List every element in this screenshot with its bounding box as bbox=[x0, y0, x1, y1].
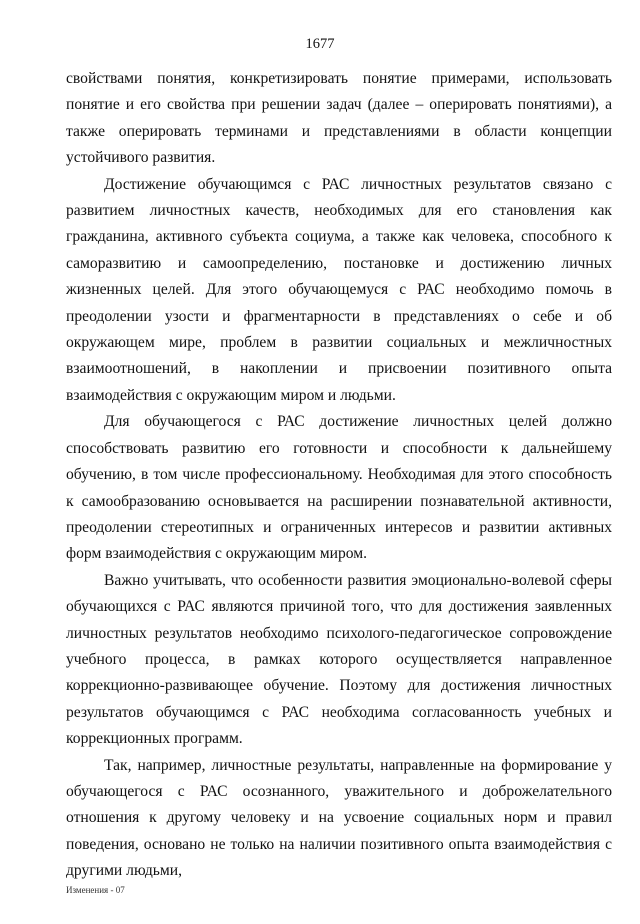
paragraph: Достижение обучающимся с РАС личностных результатов связано с развитием личностных качеств, необходимых для его становления как гражданина, активного субъекта социума, а также как человека, способного к саморазвитию и самоопределению, постановке и достижению личных жизненных целей. Для этого обучающемуся с РАС необходимо помочь в преодолении узости и фрагментарности в представлениях о себе и об окружающем мире, проблем в развитии социальных и межличностных взаимоотношений, в накоплении и присвоении позитивного опыта взаимодействия с окружающим миром и людьми. bbox=[66, 175, 612, 404]
paragraph: Для обучающегося с РАС достижение личностных целей должно способствовать развитию его готовности и способности к дальнейшему обучению, в том числе профессиональному. Необходимая для этого способность к самообразованию основывается на расширении познавательной активности, преодолении стереотипных и ограниченных интересов и развитии активных форм взаимодействия с окружающим миром. bbox=[66, 413, 612, 563]
paragraph: Так, например, личностные результаты, направленные на формирование у обучающегося с РАС осознанного, уважительного и доброжелательного отношения к другому человеку и на усвоение социальных норм и правил поведения, основано не только на наличии позитивного опыта взаимодействия с другими людьми, bbox=[66, 756, 612, 880]
paragraph: Важно учитывать, что особенности развития эмоционально-волевой сферы обучающихся с РАС являются причиной того, что для достижения заявленных личностных результатов необходимо психолого-педагогическое сопровождение учебного процесса, в рамках которого осуществляется направленное коррекционно-развивающее обучение. Поэтому для достижения личностных результатов обучающимся с РАС необходима согласованность учебных и коррекционных программ. bbox=[66, 571, 612, 748]
body-text bbox=[66, 66, 612, 885]
footer-revision: Изменения - 07 bbox=[66, 885, 125, 895]
page-number: 1677 bbox=[305, 36, 335, 52]
paragraph-continued: свойствами понятия, конкретизировать понятие примерами, использовать понятие и его свойства при решении задач (далее – оперировать понятиями), а также оперировать терминами и представлениями в области концепции устойчивого развития. bbox=[66, 70, 612, 167]
